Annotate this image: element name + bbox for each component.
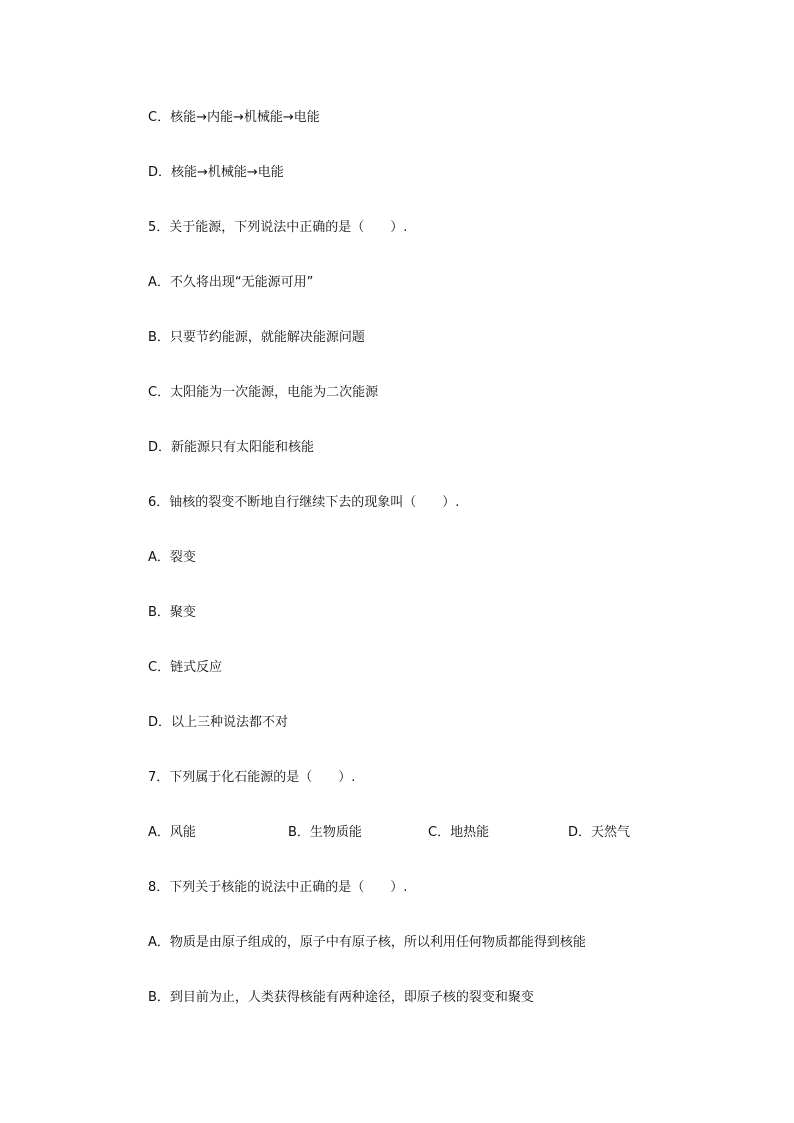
q5-option-b: B．只要节约能源，就能解决能源问题 bbox=[148, 330, 365, 345]
q7-option-c: C．地热能 bbox=[428, 825, 490, 840]
q4-option-d: D．核能→机械能→电能 bbox=[148, 165, 284, 180]
q7-options-row bbox=[148, 825, 668, 841]
q7-stem: 7．下列属于化石能源的是（ ）. bbox=[148, 770, 356, 785]
q6-option-d: D．以上三种说法都不对 bbox=[148, 715, 289, 730]
q4-option-c: C．核能→内能→机械能→电能 bbox=[148, 110, 320, 125]
q7-option-d: D．天然气 bbox=[568, 825, 631, 840]
q7-option-b: B．生物质能 bbox=[288, 825, 362, 840]
q7-option-a: A．风能 bbox=[148, 825, 196, 840]
q5-option-d: D．新能源只有太阳能和核能 bbox=[148, 440, 315, 455]
q6-option-a: A．裂变 bbox=[148, 550, 196, 565]
q6-stem: 6．铀核的裂变不断地自行继续下去的现象叫（ ）. bbox=[148, 495, 460, 510]
q5-stem: 5．关于能源，下列说法中正确的是（ ）. bbox=[148, 220, 408, 235]
q8-option-b: B．到目前为止，人类获得核能有两种途径，即原子核的裂变和聚变 bbox=[148, 990, 534, 1005]
q6-option-b: B．聚变 bbox=[148, 605, 196, 620]
q8-stem: 8．下列关于核能的说法中正确的是（ ）. bbox=[148, 880, 408, 895]
q6-option-c: C．链式反应 bbox=[148, 660, 223, 675]
q5-option-a: A．不久将出现“无能源可用” bbox=[148, 275, 314, 290]
q5-option-c: C．太阳能为一次能源，电能为二次能源 bbox=[148, 385, 379, 400]
q8-option-a: A．物质是由原子组成的，原子中有原子核，所以利用任何物质都能得到核能 bbox=[148, 935, 586, 950]
